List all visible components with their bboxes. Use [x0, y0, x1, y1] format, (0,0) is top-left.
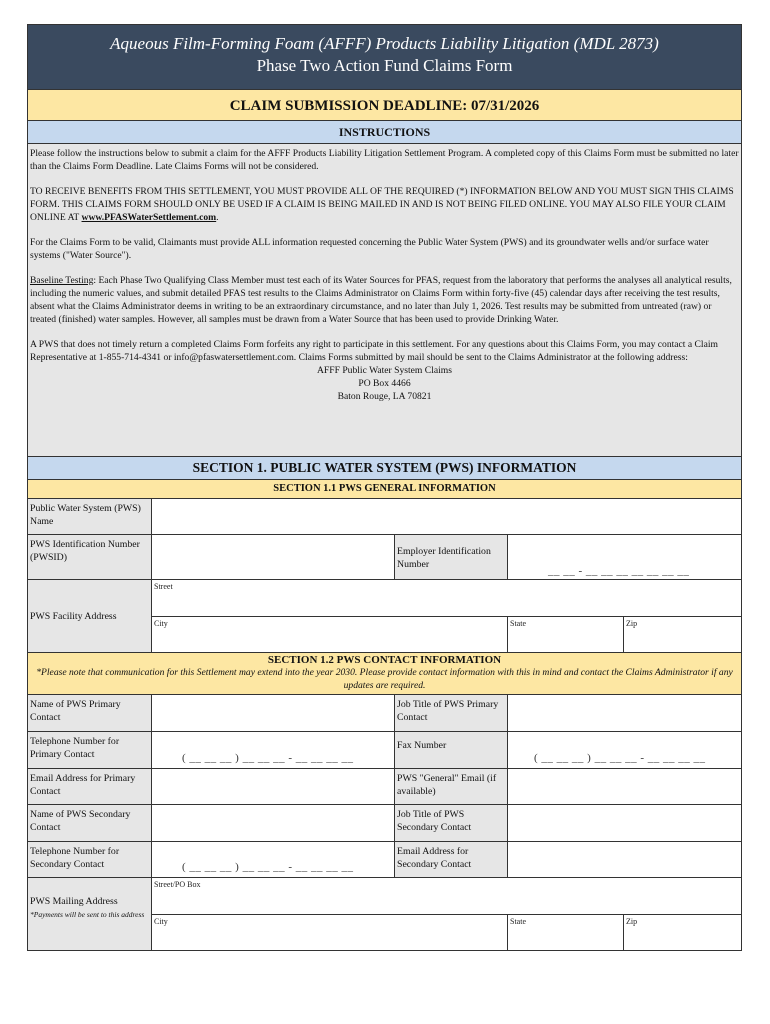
mailing-zip-field[interactable] — [624, 915, 741, 951]
section1-2-heading: SECTION 1.2 PWS CONTACT INFORMATION — [267, 654, 502, 666]
facility-city-line — [152, 617, 741, 653]
secondary-phone-label: Telephone Number for Secondary Contact — [28, 842, 152, 877]
mailing-street-field[interactable] — [152, 878, 741, 914]
address-line: PO Box 4466 — [358, 378, 411, 389]
mailing-street-line — [152, 878, 741, 915]
primary-contact-row — [28, 695, 741, 732]
city-sublabel: City — [154, 916, 168, 926]
mailing-fields — [152, 878, 741, 950]
instructions-paragraph — [30, 274, 739, 326]
mailing-note: *Payments will be sent to this address — [30, 910, 145, 919]
mailing-city-field[interactable] — [152, 915, 508, 951]
secondary-name-field[interactable] — [152, 805, 395, 841]
ein-field[interactable] — [508, 535, 741, 579]
city-sublabel: City — [154, 618, 168, 628]
general-email-label: PWS "General" Email (if available) — [395, 769, 508, 804]
secondary-contact-row — [28, 805, 741, 842]
fax-mask: ( __ __ __ ) __ __ __ - __ __ __ __ — [534, 752, 706, 764]
facility-street-field[interactable] — [152, 580, 741, 616]
street-sublabel: Street — [154, 582, 173, 591]
fax-label: Fax Number — [395, 732, 508, 768]
primary-email-field[interactable] — [152, 769, 395, 804]
instructions-paragraph: For the Claims Form to be valid, Claimants must provide ALL information requested concerning the Public Water System (PWS) and its groundwater wells and/or surface water systems ("Water Source"). — [30, 237, 709, 261]
instructions-period: . — [216, 212, 219, 223]
section1-heading: SECTION 1. PUBLIC WATER SYSTEM (PWS) INFORMATION — [28, 457, 741, 480]
facility-label: PWS Facility Address — [28, 580, 152, 652]
ein-label: Employer Identification Number — [395, 535, 508, 579]
deadline-banner: CLAIM SUBMISSION DEADLINE: 07/31/2026 — [28, 90, 741, 121]
primary-phone-mask: ( __ __ __ ) __ __ __ - __ __ __ __ — [182, 752, 354, 764]
zip-sublabel: Zip — [626, 618, 638, 628]
secondary-email-field[interactable] — [508, 842, 741, 877]
pws-name-row — [28, 499, 741, 535]
secondary-phone-field[interactable] — [152, 842, 395, 877]
primary-email-label: Email Address for Primary Contact — [28, 769, 152, 804]
pwsid-label: PWS Identification Number (PWSID) — [28, 535, 152, 579]
primary-phone-field[interactable] — [152, 732, 395, 768]
primary-name-field[interactable] — [152, 695, 395, 731]
mailing-label: PWS Mailing Address — [30, 896, 118, 907]
address-line: AFFF Public Water System Claims — [317, 365, 452, 376]
facility-fields — [152, 580, 741, 652]
secondary-name-label: Name of PWS Secondary Contact — [28, 805, 152, 841]
facility-zip-field[interactable] — [624, 617, 741, 653]
instructions-paragraph: Please follow the instructions below to submit a claim for the AFFF Products Liability Litigation Settlement Program. A completed copy of this Claims Form must be submitted no later than the Claims Form Deadline. Late Claims Forms will not be considered. — [30, 148, 739, 172]
street-po-sublabel: Street/PO Box — [154, 880, 201, 889]
zip-sublabel: Zip — [626, 916, 638, 926]
mailing-row — [28, 878, 741, 950]
instructions-body — [28, 144, 741, 457]
pws-name-field[interactable] — [152, 499, 741, 534]
primary-email-row — [28, 769, 741, 805]
pwsid-field[interactable] — [152, 535, 395, 579]
section1-2-note: *Please note that communication for this Settlement may extend into the year 2030. Please provide contact information with this in mind and contact the Claims Administrator if any updates are required. — [36, 667, 733, 691]
website-link[interactable]: www.PFASWaterSettlement.com — [81, 212, 217, 223]
facility-city-field[interactable] — [152, 617, 508, 653]
mailing-label-block — [28, 878, 152, 950]
form-subtitle: Phase Two Action Fund Claims Form — [256, 56, 513, 75]
address-line: Baton Rouge, LA 70821 — [337, 391, 432, 402]
ein-mask: __ __ - __ __ __ __ __ __ __ — [548, 565, 690, 577]
baseline-testing-label: Baseline Testing — [30, 275, 94, 286]
instructions-paragraph: A PWS that does not timely return a completed Claims Form forfeits any right to participate in this settlement. For any questions about this Claims Form, you may contact a Claim Representative at 1-855-714-4341 or info@pfaswatersettlement.com. Claims Forms submitted by mail should be sent to the Claims Administrator at the following address: — [30, 339, 718, 363]
claims-form — [27, 24, 742, 951]
secondary-phone-mask: ( __ __ __ ) __ __ __ - __ __ __ __ — [182, 861, 354, 873]
instructions-required-text: TO RECEIVE BENEFITS FROM THIS SETTLEMENT, YOU MUST PROVIDE ALL OF THE REQUIRED (*) INFORMATION BELOW AND YOU MUST SIGN THIS CLAIMS FORM. THIS CLAIMS FORM SHOULD ONLY BE USED IF A CLAIM IS BEING MAILED IN AND IS NOT BEING FILED ONLINE. YOU MAY ALSO FILE YOUR CLAIM ONLINE AT — [30, 186, 734, 223]
facility-street-line — [152, 580, 741, 617]
mailing-city-line — [152, 915, 741, 951]
general-email-field[interactable] — [508, 769, 741, 804]
form-header — [28, 25, 741, 90]
secondary-email-label: Email Address for Secondary Contact — [395, 842, 508, 877]
primary-phone-label: Telephone Number for Primary Contact — [28, 732, 152, 768]
primary-title-field[interactable] — [508, 695, 741, 731]
pwsid-row — [28, 535, 741, 580]
facility-state-field[interactable] — [508, 617, 624, 653]
instructions-heading: INSTRUCTIONS — [28, 121, 741, 144]
baseline-testing-text: : Each Phase Two Qualifying Class Member must test each of its Water Sources for PFAS, request from the laboratory that performs the analyses all analytical results, including the numeric values, and submit detailed PFAS test results to the Claims Administrator on Claims Form within forty-five (45) calendar days after receiving the test results, absent what the Claims Administrator deems in writing to be an extraordinary circumstance, and no later than July 1, 2026. Test results may be submitted from untreated (raw) or treated (finished) water samples. However, all samples must be drawn from a Water Source that has been used to provide Drinking Water. — [30, 275, 732, 325]
pws-name-label: Public Water System (PWS) Name — [28, 499, 152, 534]
section1-1-heading: SECTION 1.1 PWS GENERAL INFORMATION — [28, 480, 741, 499]
state-sublabel: State — [510, 916, 526, 926]
secondary-title-label: Job Title of PWS Secondary Contact — [395, 805, 508, 841]
form-title: Aqueous Film-Forming Foam (AFFF) Products Liability Litigation (MDL 2873) — [110, 34, 659, 53]
primary-title-label: Job Title of PWS Primary Contact — [395, 695, 508, 731]
primary-name-label: Name of PWS Primary Contact — [28, 695, 152, 731]
mailing-state-field[interactable] — [508, 915, 624, 951]
facility-row — [28, 580, 741, 653]
instructions-paragraph — [30, 185, 739, 224]
secondary-title-field[interactable] — [508, 805, 741, 841]
primary-phone-row — [28, 732, 741, 769]
secondary-phone-row — [28, 842, 741, 878]
state-sublabel: State — [510, 618, 526, 628]
section1-2-header — [28, 653, 741, 695]
fax-field[interactable] — [508, 732, 741, 768]
